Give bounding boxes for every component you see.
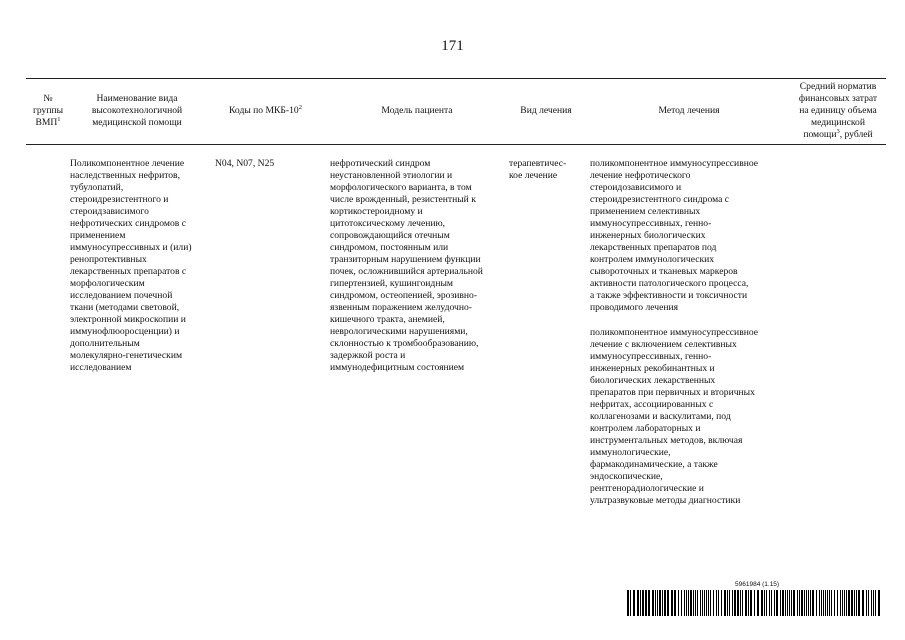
barcode-bar — [702, 590, 703, 616]
barcode-bar — [637, 590, 639, 616]
barcode-bar — [690, 590, 692, 616]
text-line: кое лечение — [509, 170, 558, 181]
barcode-bar — [740, 590, 741, 616]
treatment-method-1 — [590, 158, 790, 314]
barcode-bar — [667, 590, 669, 616]
text-line: Поликомпонентное лечение — [70, 158, 185, 169]
barcode-bar — [648, 590, 650, 616]
cell-care-type — [70, 158, 210, 374]
text-line: нефритах, ассоциированных с — [590, 399, 714, 410]
barcode-bar — [710, 590, 711, 616]
text-line: препаратов при первичных и вторичных — [590, 387, 755, 398]
table-top-rule — [26, 78, 886, 79]
barcode-bar — [789, 590, 790, 616]
page-number: 171 — [441, 38, 464, 54]
text-line: транзиторным нарушением функции — [330, 254, 481, 265]
barcode-bar — [804, 590, 805, 616]
barcode-bar — [827, 590, 828, 616]
barcode-bar — [780, 590, 781, 616]
barcode-bar — [655, 590, 656, 616]
barcode-bar — [776, 590, 778, 616]
barcode-bar — [823, 590, 824, 616]
barcode-bar — [697, 590, 698, 616]
barcode-label: 5961984 (1.15) — [735, 581, 780, 588]
barcode-bar — [627, 590, 629, 616]
text-line: неустановленной этиологии и — [330, 170, 453, 181]
text-line: стероидрезистентного синдрома с — [590, 194, 730, 205]
text-line: цитотоксическому лечению, — [330, 218, 446, 229]
barcode-bar — [844, 590, 845, 616]
text-line: синдромом, постоянным или — [330, 242, 449, 253]
barcode-bar — [734, 590, 736, 616]
cell-icd-codes — [215, 158, 315, 170]
barcode-bar — [854, 590, 855, 616]
header-icd-codes: Коды по МКБ-$10^2$ — [229, 103, 302, 116]
barcode-bar — [695, 590, 696, 616]
text-line: биологических лекарственных — [590, 375, 716, 386]
barcode-bar — [674, 590, 676, 616]
barcode-bar — [819, 590, 820, 616]
text-line: язвенным поражением желудочно- — [330, 302, 472, 313]
text-line: иммунологические, — [590, 447, 671, 458]
barcode-bar — [657, 590, 658, 616]
header-group-number: № группы ВМП$^1$ — [32, 93, 64, 128]
barcode-bar — [785, 590, 786, 616]
text-line: ренопротективных — [70, 254, 147, 265]
text-line: проводимого лечения — [590, 302, 679, 313]
barcode-bar — [757, 590, 759, 616]
header-patient-model: Модель пациента — [381, 105, 453, 116]
barcode-bar — [871, 590, 872, 616]
barcode-bar — [821, 590, 822, 616]
header-care-type: Наименование вида высокотехнологичной медицинской помощи — [91, 93, 183, 128]
barcode-bar — [766, 590, 767, 616]
barcode-bar — [708, 590, 709, 616]
barcode-bar — [688, 590, 689, 616]
barcode-bar — [732, 590, 733, 616]
cell-treatment-method — [590, 158, 790, 507]
barcode-bar — [878, 590, 880, 616]
text-line: терапевтичес- — [509, 158, 567, 169]
barcode-bar — [771, 590, 772, 616]
text-line: стероидзависимого — [70, 206, 149, 217]
barcode-bar — [718, 590, 719, 616]
barcode-bar — [834, 590, 835, 616]
barcode-bar — [774, 590, 775, 616]
barcode-bar — [806, 590, 807, 616]
barcode-bar — [875, 590, 876, 616]
text-line: поликомпонентное иммуносупрессивное — [590, 158, 759, 169]
barcode-bar — [837, 590, 838, 616]
barcode-bar — [868, 590, 869, 616]
text-line: инженерных биологических — [590, 230, 706, 241]
cell-patient-model — [330, 158, 508, 374]
barcode-bar — [761, 590, 763, 616]
barcode-bar — [769, 590, 770, 616]
text-line: сывороточных и тканевых маркеров — [590, 266, 738, 277]
text-line: нефротических синдромов с — [70, 218, 186, 229]
barcode-bar — [862, 590, 864, 616]
barcode-bar — [812, 590, 814, 616]
text-line: рентгенорадиологические и — [590, 483, 704, 494]
text-line: молекулярно-генетическим — [70, 350, 183, 361]
barcode-bar — [729, 590, 730, 616]
barcode-bar — [791, 590, 792, 616]
barcode-bar — [727, 590, 728, 616]
text-line: гипертензией, кушингоидным — [330, 278, 453, 289]
text-line: N04, N07, N25 — [215, 158, 275, 169]
barcode-bar — [681, 590, 682, 616]
barcode-bar — [810, 590, 811, 616]
barcode-bar — [842, 590, 843, 616]
barcode-bar — [633, 590, 635, 616]
barcode-bar — [787, 590, 788, 616]
text-line: лекарственных препаратов под — [590, 242, 717, 253]
barcode-bar — [866, 590, 867, 616]
text-line: применением — [70, 230, 126, 241]
text-line: а также эффективности и токсичности — [590, 290, 748, 301]
text-line: числе врожденный, резистентный к — [330, 194, 476, 205]
barcode — [625, 590, 885, 616]
barcode-bar — [659, 590, 661, 616]
barcode-bar — [737, 590, 739, 616]
barcode-bar — [645, 590, 647, 616]
text-line: склонностью к тромбообразованию, — [330, 338, 479, 349]
barcode-bar — [840, 590, 841, 616]
barcode-bar — [700, 590, 701, 616]
text-line: эндоскопические, — [590, 471, 663, 482]
text-line: иммуносупрессивных и (или) — [70, 242, 192, 253]
text-line: неврологическими нарушениями, — [330, 326, 468, 337]
barcode-bar — [851, 590, 853, 616]
barcode-bar — [671, 590, 673, 616]
barcode-bar — [858, 590, 860, 616]
text-line: активности патологического процесса, — [590, 278, 749, 289]
barcode-bar — [831, 590, 832, 616]
text-line: сопровождающийся отечным — [330, 230, 450, 241]
barcode-bar — [640, 590, 641, 616]
text-line: дополнительным — [70, 338, 140, 349]
text-line: фармакодинамические, а также — [590, 459, 718, 470]
barcode-bar — [808, 590, 809, 616]
barcode-bar — [856, 590, 857, 616]
text-line: стероидозависимого и — [590, 182, 682, 193]
text-line: контролем иммунологических — [590, 254, 715, 265]
barcode-bar — [816, 590, 817, 616]
barcode-bar — [704, 590, 705, 616]
text-line: ультразвуковые методы диагностики — [590, 495, 741, 506]
text-line: ткани (методами световой, — [70, 302, 180, 313]
barcode-bar — [745, 590, 747, 616]
barcode-bar — [716, 590, 717, 616]
barcode-bar — [724, 590, 726, 616]
table-header-rule — [26, 144, 886, 145]
text-line: почек, осложнившийся артериальной — [330, 266, 483, 277]
text-line: морфологическим — [70, 278, 145, 289]
text-line: иммунодефицитным состоянием — [330, 362, 465, 373]
barcode-bar — [846, 590, 847, 616]
barcode-bar — [797, 590, 798, 616]
cell-treatment-type — [509, 158, 587, 182]
text-line: коллагенозами и васкулитами, под — [590, 411, 731, 422]
text-line: применением селективных — [590, 206, 701, 217]
barcode-bar — [693, 590, 694, 616]
barcode-bar — [873, 590, 874, 616]
text-line: поликомпонентное иммуносупрессивное — [590, 327, 759, 338]
barcode-bar — [825, 590, 826, 616]
barcode-bar — [801, 590, 803, 616]
barcode-bar — [678, 590, 679, 616]
barcode-bar — [782, 590, 784, 616]
barcode-bar — [713, 590, 714, 616]
treatment-method-2 — [590, 327, 790, 507]
text-line: исследованием почечной — [70, 290, 173, 301]
barcode-bar — [793, 590, 795, 616]
text-line: кишечного тракта, анемией, — [330, 314, 445, 325]
text-line: задержкой роста и — [330, 350, 406, 361]
text-line: тубулопатий, — [70, 182, 124, 193]
barcode-bar — [630, 590, 631, 616]
barcode-bar — [662, 590, 663, 616]
barcode-bar — [742, 590, 743, 616]
text-line: контролем лабораторных и — [590, 423, 701, 434]
barcode-bar — [642, 590, 644, 616]
text-line: исследованием — [70, 362, 132, 373]
barcode-bar — [706, 590, 707, 616]
text-line: нефротический синдром — [330, 158, 431, 169]
text-line: лечение нефротического — [590, 170, 691, 181]
text-line: иммуносупрессивных, генно- — [590, 351, 712, 362]
text-line: кортикостероидному и — [330, 206, 423, 217]
barcode-bar — [721, 590, 722, 616]
barcode-bar — [664, 590, 666, 616]
text-line: морфологического варианта, в том — [330, 182, 472, 193]
text-line: инструментальных методов, включая — [590, 435, 743, 446]
text-line: иммунофлюоросценции) и — [70, 326, 180, 337]
text-line: электронной микроскопии и — [70, 314, 186, 325]
text-line: наследственных нефритов, — [70, 170, 180, 181]
barcode-bar — [750, 590, 752, 616]
text-line: лекарственных препаратов с — [70, 266, 187, 277]
barcode-bar — [764, 590, 765, 616]
text-line: синдромом, остеопенией, эрозивно- — [330, 290, 478, 301]
text-line: инженерных рекобинантных и — [590, 363, 715, 374]
text-line: иммуносупрессивных, генно- — [590, 218, 712, 229]
header-cost: Средний норматив финансовых затрат на единицу объема медицинской помощи$^3$, рублей — [798, 81, 878, 140]
barcode-bar — [799, 590, 800, 616]
barcode-bar — [848, 590, 850, 616]
barcode-bar — [829, 590, 830, 616]
barcode-bar — [652, 590, 654, 616]
barcode-bar — [754, 590, 755, 616]
barcode-bar — [686, 590, 687, 616]
text-line: лечение с включением селективных — [590, 339, 737, 350]
header-treatment-type: Вид лечения — [520, 105, 572, 116]
header-treatment-method: Метод лечения — [658, 105, 720, 116]
barcode-bar — [684, 590, 685, 616]
text-line: стероидрезистентного и — [70, 194, 169, 205]
barcode-bar — [748, 590, 749, 616]
